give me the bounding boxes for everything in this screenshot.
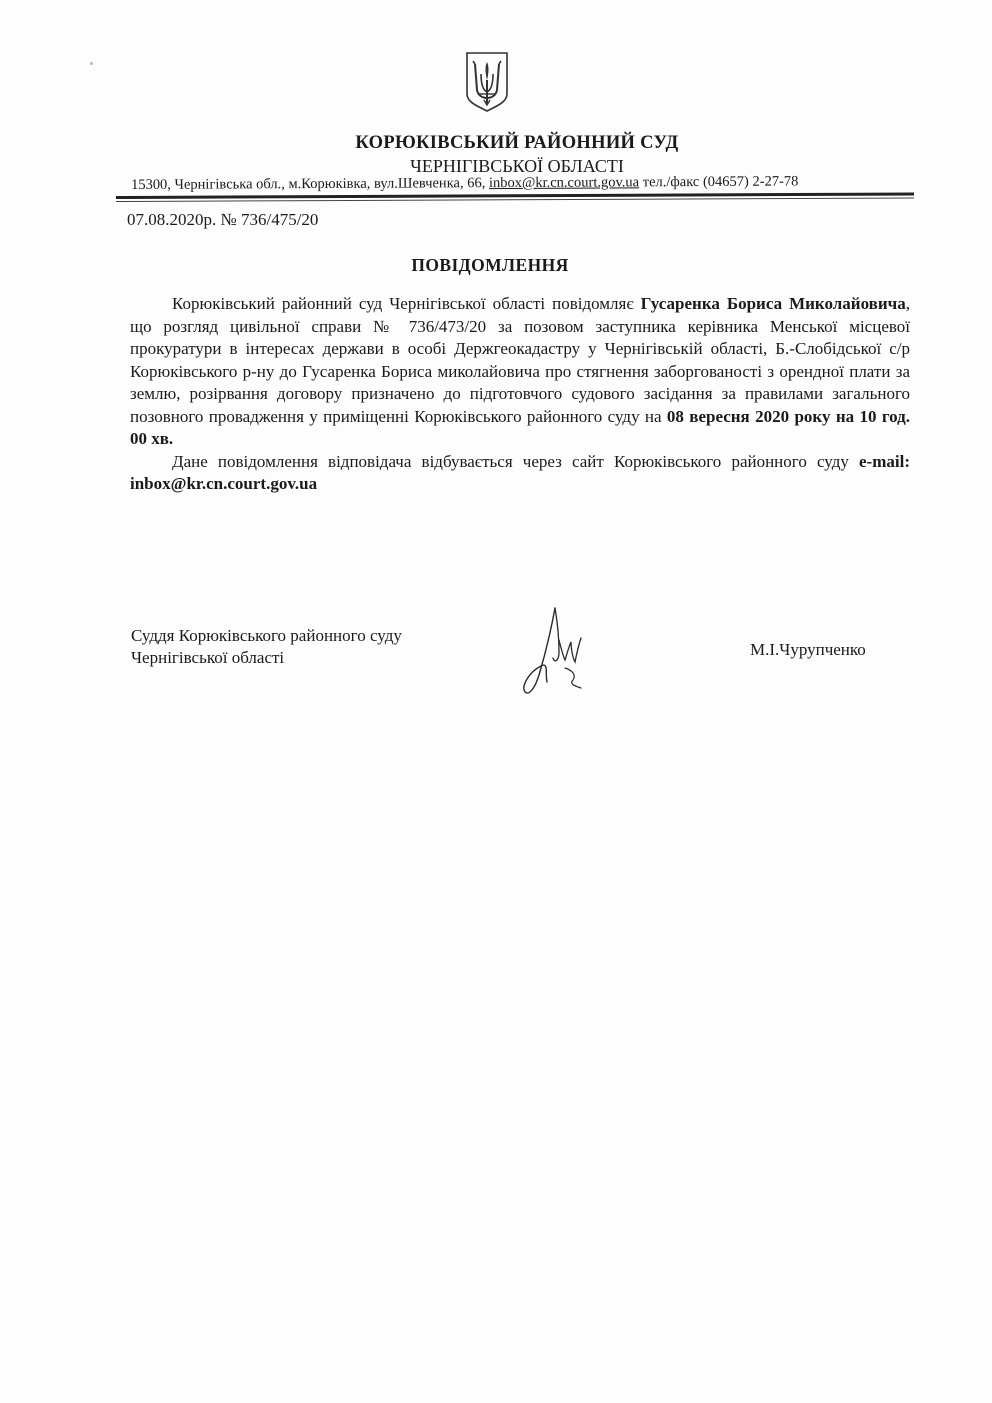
- notice-text-case: , що розгляд цивільної справи № 736/473/20 за позовом заступника керівника Менської місцевої прокуратури в інтересах держави в особі Держгеокадастру у Чернігівській області, Б.-Слобідської с/р Корюківського р-ну до Гусаренка Бориса миколайовича про стягнення заборгованості з орендної плати за землю, розірвання договору призначено до підготовчого судового засідання за правилами загального позовного провадження у приміщенні Корюківського районного суду на: [130, 294, 910, 426]
- signer-position: [131, 625, 402, 669]
- contact-email: e-mail: inbox@kr.cn.court.gov.ua: [130, 451, 910, 493]
- notice-paragraph: [130, 293, 910, 451]
- court-address: [131, 173, 911, 194]
- court-region: ЧЕРНІГІВСЬКОЇ ОБЛАСТІ: [410, 156, 624, 176]
- document-title: ПОВІДОМЛЕННЯ: [411, 255, 569, 275]
- address-email-link[interactable]: inbox@kr.cn.court.gov.ua: [488, 174, 640, 192]
- contact-paragraph: [130, 451, 910, 496]
- address-suffix: тел./факс (04657) 2-27-78: [639, 173, 799, 191]
- document-date-number: 07.08.2020р. № 736/475/20: [127, 210, 319, 229]
- handwritten-signature: [515, 600, 595, 705]
- signer-name: М.І.Чурупченко: [750, 640, 866, 659]
- notice-text-intro: Корюківський районний суд Чернігівської області повідомляє: [172, 294, 641, 313]
- addressee-name: Гусаренка Бориса Миколайовича: [640, 294, 906, 313]
- trident-emblem-icon: [464, 50, 510, 114]
- address-prefix: 15300, Чернігівська обл., м.Корюківка, вул.Шевченка, 66,: [131, 175, 489, 193]
- document-body: [130, 293, 910, 496]
- signer-position-line1: Суддя Корюківського районного суду: [131, 626, 402, 645]
- hearing-datetime: 08 вересня 2020 року на 10 год. 00 хв.: [130, 406, 910, 448]
- contact-text: Дане повідомлення відповідача відбувається через сайт Корюківського районного суду: [172, 451, 860, 471]
- signer-position-line2: Чернігівської області: [131, 648, 285, 667]
- scan-speck: [90, 62, 93, 65]
- court-name: КОРЮКІВСЬКИЙ РАЙОННИЙ СУД: [355, 133, 679, 153]
